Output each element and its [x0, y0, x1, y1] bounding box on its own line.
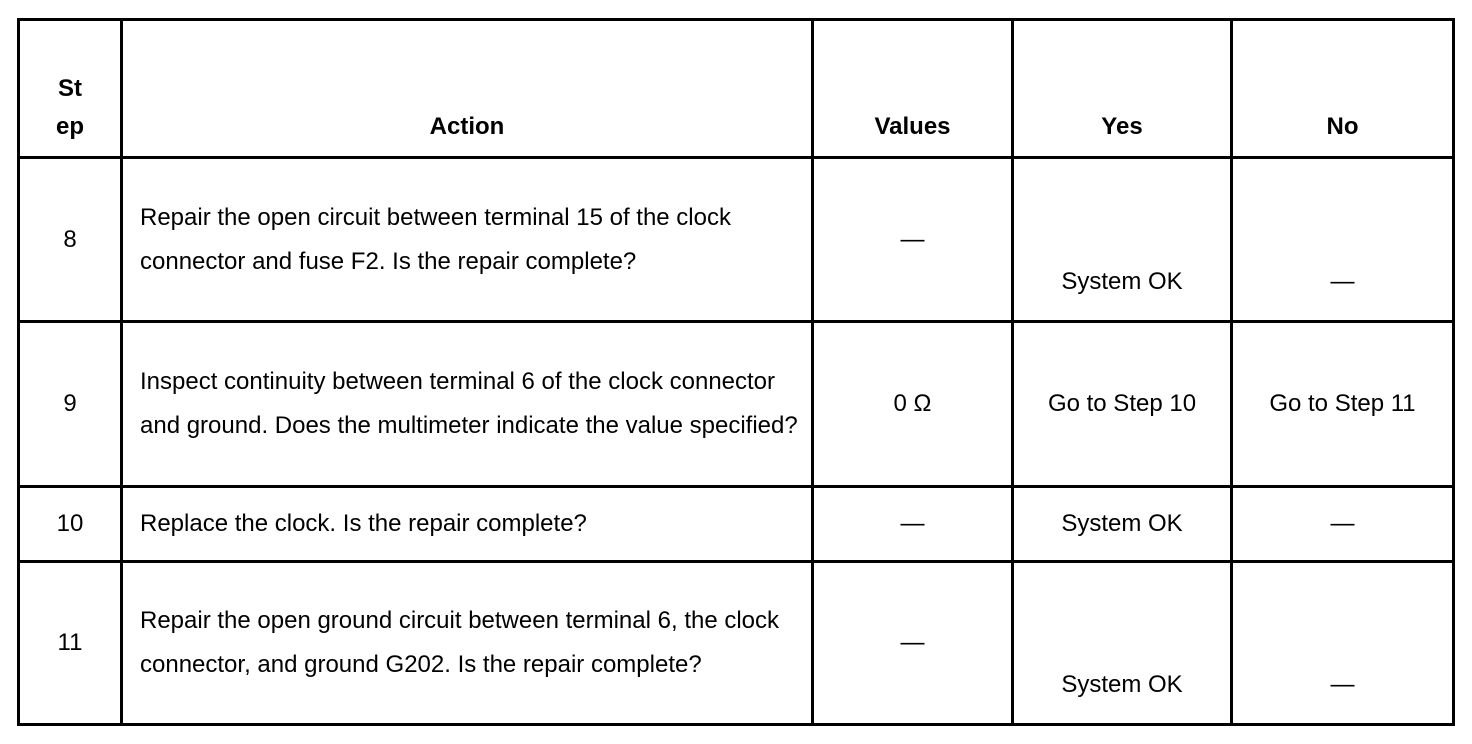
values-cell: —: [813, 158, 1013, 322]
values-cell: —: [813, 487, 1013, 562]
no-cell: [1232, 322, 1454, 487]
yes-cell: [1013, 322, 1232, 487]
header-no: No: [1232, 20, 1454, 158]
action-text: Replace the clock. Is the repair complete?: [122, 487, 813, 562]
yes-cell: System OK: [1013, 158, 1232, 322]
diagnostic-table: [17, 18, 1455, 726]
table-row: [19, 158, 1454, 322]
header-step-label: St ep: [55, 75, 84, 140]
step-number: 10: [19, 487, 122, 562]
action-text: Repair the open ground circuit between terminal 6, the clock connector, and ground G202. Is the repair complete?: [122, 562, 813, 725]
yes-cell: System OK: [1013, 562, 1232, 725]
step-number: 11: [19, 562, 122, 725]
table-row: [19, 322, 1454, 487]
table-header-row: [19, 20, 1454, 158]
no-cell: —: [1232, 487, 1454, 562]
no-cell: —: [1232, 158, 1454, 322]
table-row: [19, 487, 1454, 562]
no-cell: —: [1232, 562, 1454, 725]
header-values: Values: [813, 20, 1013, 158]
values-cell: —: [813, 562, 1013, 725]
action-text: Repair the open circuit between terminal 15 of the clock connector and fuse F2. Is the repair complete?: [122, 158, 813, 322]
step-number: 9: [19, 322, 122, 487]
no-cell-text: Go to Step 11: [1269, 390, 1416, 417]
step-number: 8: [19, 158, 122, 322]
yes-cell-text: Go to Step 10: [1047, 390, 1197, 417]
header-step: [19, 20, 122, 158]
header-yes: Yes: [1013, 20, 1232, 158]
action-text: Inspect continuity between terminal 6 of the clock connector and ground. Does the multimeter indicate the value specified?: [122, 322, 813, 487]
values-cell: 0 Ω: [813, 322, 1013, 487]
table-row: [19, 562, 1454, 725]
yes-cell: System OK: [1013, 487, 1232, 562]
header-action: Action: [122, 20, 813, 158]
